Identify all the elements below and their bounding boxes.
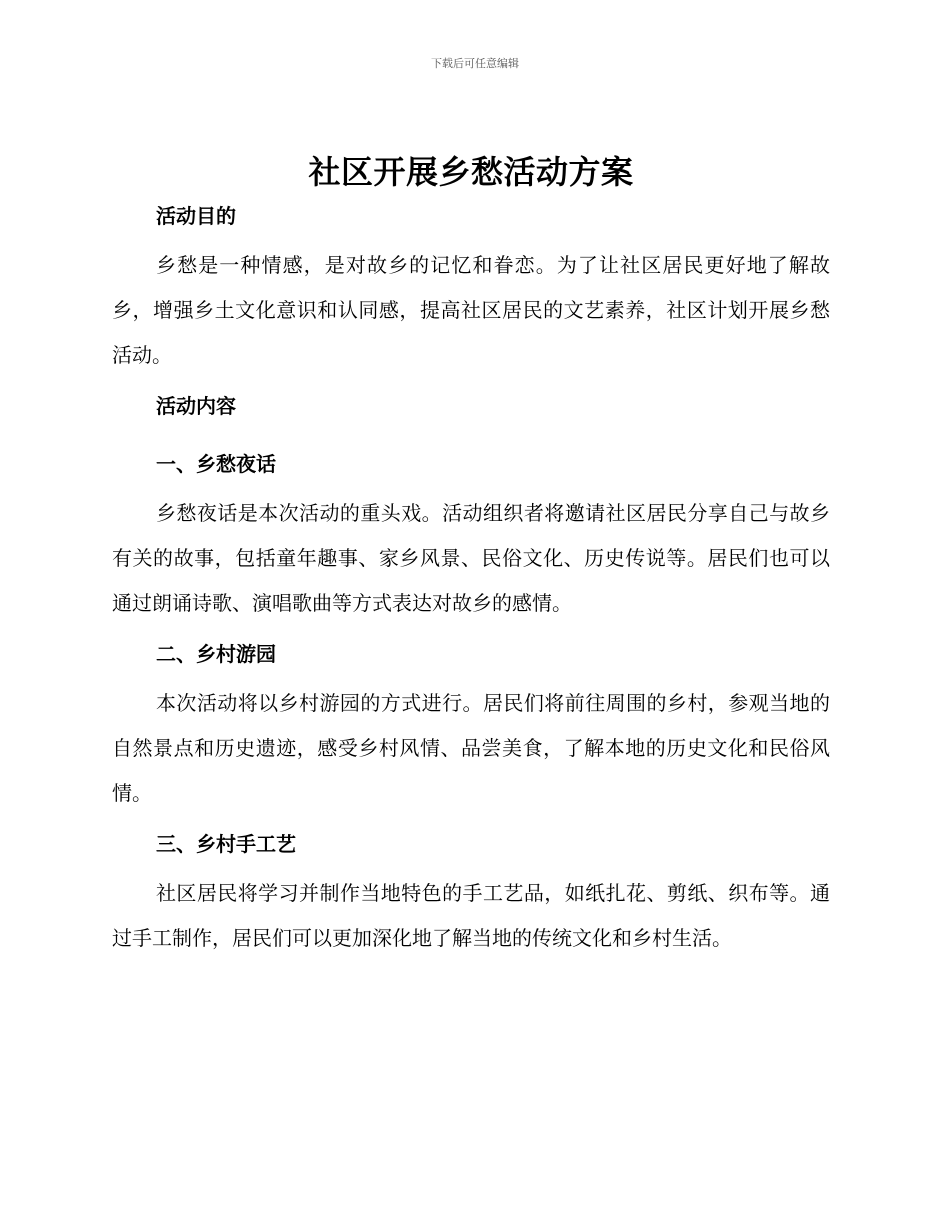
purpose-paragraph: 乡愁是一种情感，是对故乡的记忆和眷恋。为了让社区居民更好地了解故乡，增强乡土文化意识和认同感，提高社区居民的文艺素养，社区计划开展乡愁活动。 <box>112 253 830 367</box>
document-body <box>112 150 830 974</box>
document-title: 社区开展乡愁活动方案 <box>308 153 634 191</box>
page-header-note: 下载后可任意编辑 <box>431 57 519 70</box>
content-heading: 活动内容 <box>156 394 236 418</box>
section-paragraph-1: 乡愁夜话是本次活动的重头戏。活动组织者将邀请社区居民分享自己与故乡有关的故事，包括童年趣事、家乡风景、民俗文化、历史传说等。居民们也可以通过朗诵诗歌、演唱歌曲等方式表达对故乡的感情。 <box>112 501 830 615</box>
purpose-heading: 活动目的 <box>156 204 236 228</box>
section-paragraph-3: 社区居民将学习并制作当地特色的手工艺品，如纸扎花、剪纸、织布等。通过手工制作，居民们可以更加深化地了解当地的传统文化和乡村生活。 <box>112 881 830 950</box>
section-paragraph-2: 本次活动将以乡村游园的方式进行。居民们将前往周围的乡村，参观当地的自然景点和历史遗迹，感受乡村风情、品尝美食，了解本地的历史文化和民俗风情。 <box>112 691 830 805</box>
section-heading-3: 三、乡村手工艺 <box>156 832 296 856</box>
section-heading-2: 二、乡村游园 <box>156 642 276 666</box>
section-heading-1: 一、乡愁夜话 <box>156 452 276 476</box>
